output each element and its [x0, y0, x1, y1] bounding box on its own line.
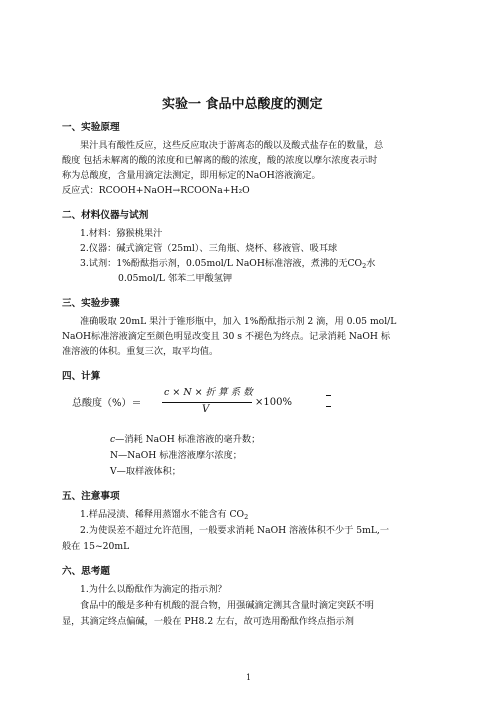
- materials-item-4: 0.05mol/L 邻苯二甲酸氢钾: [118, 273, 233, 284]
- procedure-line-2: NaOH标准溶液滴定至颜色明显改变且 30 s 不褪色为终点。记录消耗 NaOH 标: [62, 331, 391, 342]
- definition-c-symbol: c: [110, 434, 116, 445]
- page-title: 实验一 食品中总酸度的测定: [162, 97, 323, 112]
- formula-numerator: c × N × 折 算 系 数: [164, 387, 253, 398]
- section-heading-principle: 一、实验原理: [62, 122, 120, 133]
- definition-c: [110, 434, 260, 446]
- answer-line-1: 食品中的酸是多种有机酸的混合物，用强碱滴定测其含量时滴定突跃不明: [80, 600, 374, 611]
- reaction-equation: 反应式：RCOOH+NaOH→RCOONa+H₂O: [62, 185, 250, 196]
- section-heading-procedure: 三、实验步骤: [62, 298, 120, 309]
- note-1: [80, 509, 248, 521]
- total-acidity-formula: [72, 387, 372, 423]
- definition-v: V—取样液体积；: [110, 466, 181, 477]
- question-1: 1.为什么以酚酞作为滴定的指示剂？: [80, 584, 227, 595]
- principle-line-3: 称为总酸度，含量用滴定法测定，即用标定的NaOH溶液滴定。: [62, 170, 321, 181]
- section-heading-calculation: 四、计算: [62, 371, 101, 382]
- definition-c-text: —消耗 NaOH 标准溶液的毫升数；: [115, 434, 261, 445]
- page-number: 1: [246, 673, 252, 682]
- co2-subscript: 2: [244, 513, 249, 521]
- section-heading-materials: 二、材料仪器与试剂: [62, 210, 149, 221]
- fraction-bar: [162, 402, 252, 403]
- formula-left: 总酸度（%）＝: [72, 398, 142, 409]
- materials-item-3-tail: 水: [366, 258, 376, 269]
- principle-line-1: 果汁具有酸性反应，这些反应取决于游离态的酸以及酸式盐存在的数量，总: [80, 140, 384, 151]
- procedure-line-3: 准溶液的体积。重复三次，取平均值。: [62, 346, 219, 357]
- materials-item-3: [80, 258, 375, 270]
- principle-line-2: 酸度 包括未解离的酸的浓度和已解离的酸的浓度，酸的浓度以摩尔浓度表示时: [62, 155, 378, 166]
- definition-n: N—NaOH 标准溶液摩尔浓度；: [110, 450, 242, 461]
- formula-denominator: V: [202, 404, 210, 415]
- materials-item-2: 2.仪器：碱式滴定管（25ml）、三角瓶、烧杯、移液管、吸耳球: [80, 243, 338, 254]
- formula-mark: [326, 406, 331, 407]
- procedure-line-1: 准确吸取 20mL 果汁于锥形瓶中，加入 1%酚酞指示剂 2 滴，用 0.05 mol/L: [80, 316, 397, 327]
- formula-times-100: ×100%: [255, 397, 292, 408]
- answer-line-2: 显，其滴定终点偏碱，一般在 PH8.2 左右，故可选用酚酞作终点指示剂: [62, 616, 354, 627]
- formula-mark: [326, 395, 331, 396]
- section-heading-questions: 六、思考题: [62, 566, 110, 577]
- co2-subscript: 2: [362, 262, 367, 270]
- note-2-line-1: 2.为使误差不超过允许范围，一般要求消耗 NaOH 溶液体积不少于 5mL,一: [80, 525, 390, 536]
- materials-item-1: 1.材料：猕猴桃果汁: [80, 228, 163, 239]
- materials-item-3-text: 3.试剂：1%酚酞指示剂，0.05mol/L NaOH标准溶液，煮沸的无CO: [80, 258, 363, 269]
- note-2-line-2: 般在 15~20mL: [62, 541, 130, 552]
- note-1-text: 1.样品浸渍、稀释用蒸馏水不能含有 CO: [80, 509, 245, 520]
- section-heading-notes: 五、注意事项: [62, 491, 120, 502]
